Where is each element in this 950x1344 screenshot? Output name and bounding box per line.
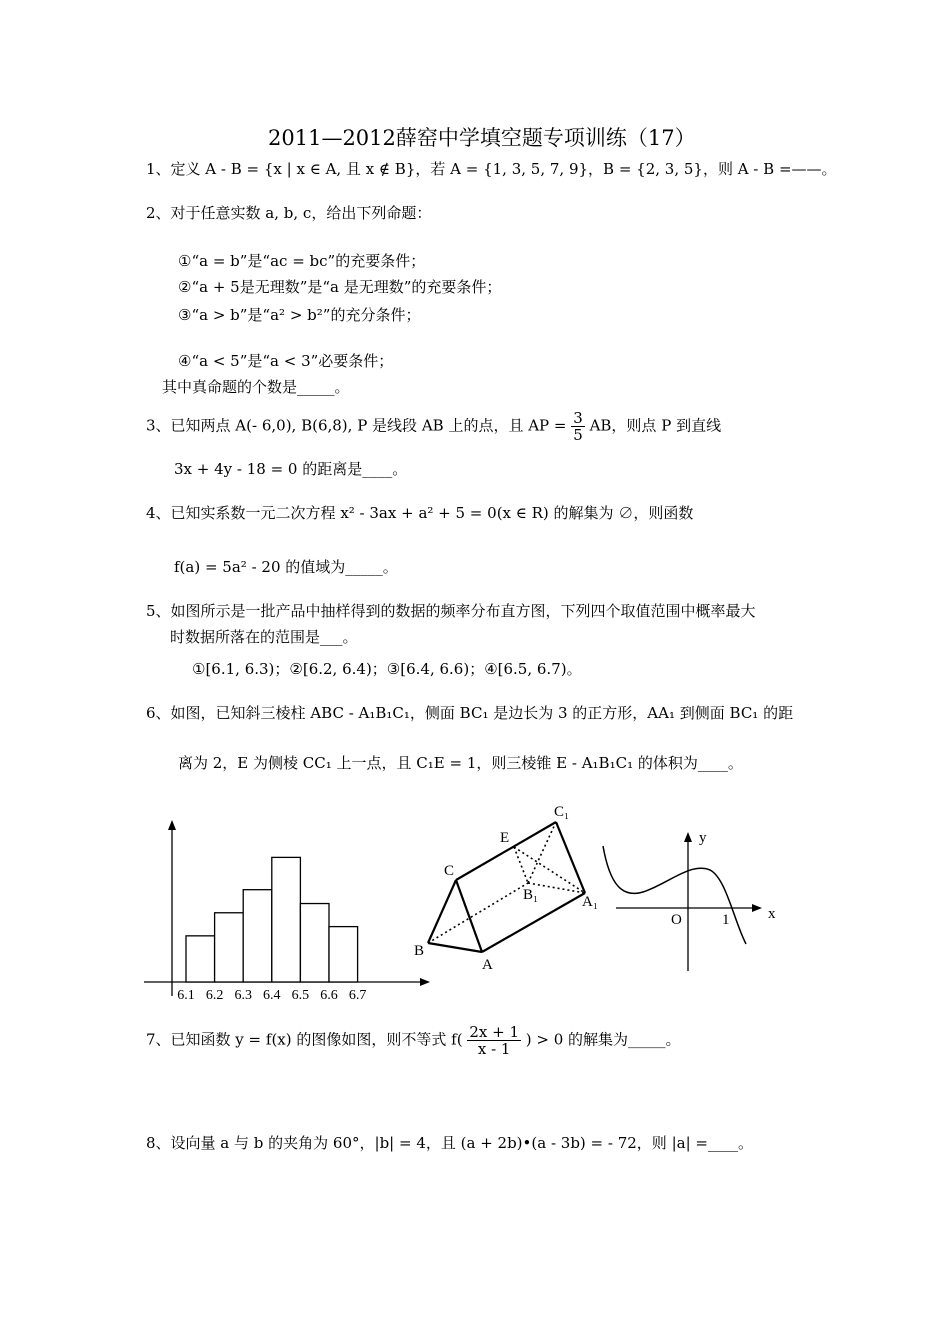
function-curve: [603, 846, 746, 944]
x-tick-label: 6.7: [348, 988, 367, 1003]
question-2-item: ④“a < 5”是“a < 3”必要条件；: [178, 352, 394, 370]
prism-figure: [408, 800, 608, 975]
page-title: 2011—2012薛窑中学填空题专项训练（17）: [268, 126, 696, 150]
edge-C1A1: [556, 822, 585, 893]
y-axis-arrow: [168, 820, 176, 830]
function-graph-figure: [598, 826, 788, 976]
question-5-line1: 5、如图所示是一批产品中抽样得到的数据的频率分布直方图，下列四个取值范围中概率最大: [146, 602, 756, 620]
x-tick-label: 6.2: [205, 988, 224, 1003]
label-y: y: [699, 830, 707, 846]
question-8: 8、设向量 a 与 b 的夹角为 60°，|b| = 4，且 (a + 2b)•(a - 3b) = - 72，则 |a| =____。: [146, 1134, 753, 1152]
question-2-item: ③“a > b”是“a² > b²”的充分条件；: [178, 306, 421, 324]
question-3-text: 3、已知两点 A(- 6,0), B(6,8), P 是线段 AB 上的点，且 AP =: [146, 416, 572, 435]
fraction-numerator: 3: [573, 409, 583, 427]
question-3-tail: AB，则点 P 到直线: [589, 416, 722, 435]
question-4-line2: f(a) = 5a² - 20 的值域为_____。: [174, 558, 398, 576]
label-E: E: [500, 830, 510, 846]
edge-EB1-dashed: [514, 847, 528, 883]
fraction-denominator: 5: [573, 426, 583, 444]
question-3-line2: 3x + 4y - 18 = 0 的距离是____。: [174, 460, 408, 478]
edge-CA: [456, 880, 482, 952]
question-6-line2: 离为 2，E 为侧棱 CC₁ 上一点，且 C₁E = 1，则三棱锥 E - A₁B₁C₁ 的体积为____。: [178, 754, 743, 772]
x-tick-label: 6.6: [320, 988, 338, 1003]
y-axis-arrow: [684, 832, 692, 842]
label-x: x: [768, 906, 776, 922]
x-tick-label: 6.4: [263, 988, 281, 1003]
x-tick-label: 6.3: [234, 988, 252, 1003]
question-2-item: ①“a = b”是“ac = bc”的充要条件；: [178, 252, 426, 270]
question-6-line1: 6、如图，已知斜三棱柱 ABC - A₁B₁C₁，侧面 BC₁ 是边长为 3 的正方形，AA₁ 到侧面 BC₁ 的距: [146, 704, 794, 722]
x-tick-label: 6.1: [177, 988, 195, 1003]
histogram-bar: [243, 890, 272, 982]
histogram-bar: [300, 904, 329, 982]
question-5-options: ①[6.1, 6.3)；②[6.2, 6.4)；③[6.4, 6.6)；④[6.5, 6.7)。: [192, 660, 582, 678]
label-A1: A₁: [582, 894, 599, 910]
edge-BA: [428, 943, 482, 952]
fraction-numerator: 2x + 1: [469, 1023, 519, 1041]
question-7-tail: ) > 0 的解集为_____。: [525, 1030, 681, 1049]
question-5-line2: 时数据所落在的范围是___。: [170, 628, 358, 646]
question-7: [146, 1024, 681, 1057]
histogram-figure: [138, 812, 438, 1010]
x-tick-label: 6.5: [291, 988, 310, 1003]
question-4-line1: 4、已知实系数一元二次方程 x² - 3ax + a² + 5 = 0(x ∈ R) 的解集为 ∅，则函数: [146, 504, 694, 522]
x-axis-arrow: [752, 904, 762, 912]
question-2-item: ②“a + 5是无理数”是“a 是无理数”的充要条件；: [178, 278, 502, 296]
fraction: [467, 1024, 521, 1057]
question-3-line1: [146, 410, 721, 443]
x-axis-arrow: [420, 978, 430, 986]
fraction-denominator: x - 1: [477, 1040, 511, 1058]
label-C1: C₁: [554, 804, 570, 820]
histogram-bar: [186, 936, 215, 982]
question-2-stem: 2、对于任意实数 a, b, c，给出下列命题：: [146, 204, 432, 222]
histogram-bar: [329, 927, 358, 982]
histogram-bar: [215, 913, 244, 982]
question-2-tail: 其中真命题的个数是_____。: [162, 378, 350, 396]
label-B: B: [414, 943, 425, 959]
label-O: O: [671, 912, 682, 928]
histogram-bar: [272, 857, 301, 982]
label-B1: B₁: [523, 887, 539, 903]
fraction: [571, 410, 585, 443]
question-1: 1、定义 A - B = {x | x ∈ A, 且 x ∉ B}，若 A = {1, 3, 5, 7, 9}，B = {2, 3, 5}，则 A - B =——。: [146, 160, 837, 178]
edge-CB: [428, 880, 456, 943]
question-7-text: 7、已知函数 y = f(x) 的图像如图，则不等式 f(: [146, 1030, 463, 1049]
label-A: A: [482, 957, 493, 973]
label-C: C: [444, 863, 455, 879]
label-1: 1: [722, 912, 730, 928]
